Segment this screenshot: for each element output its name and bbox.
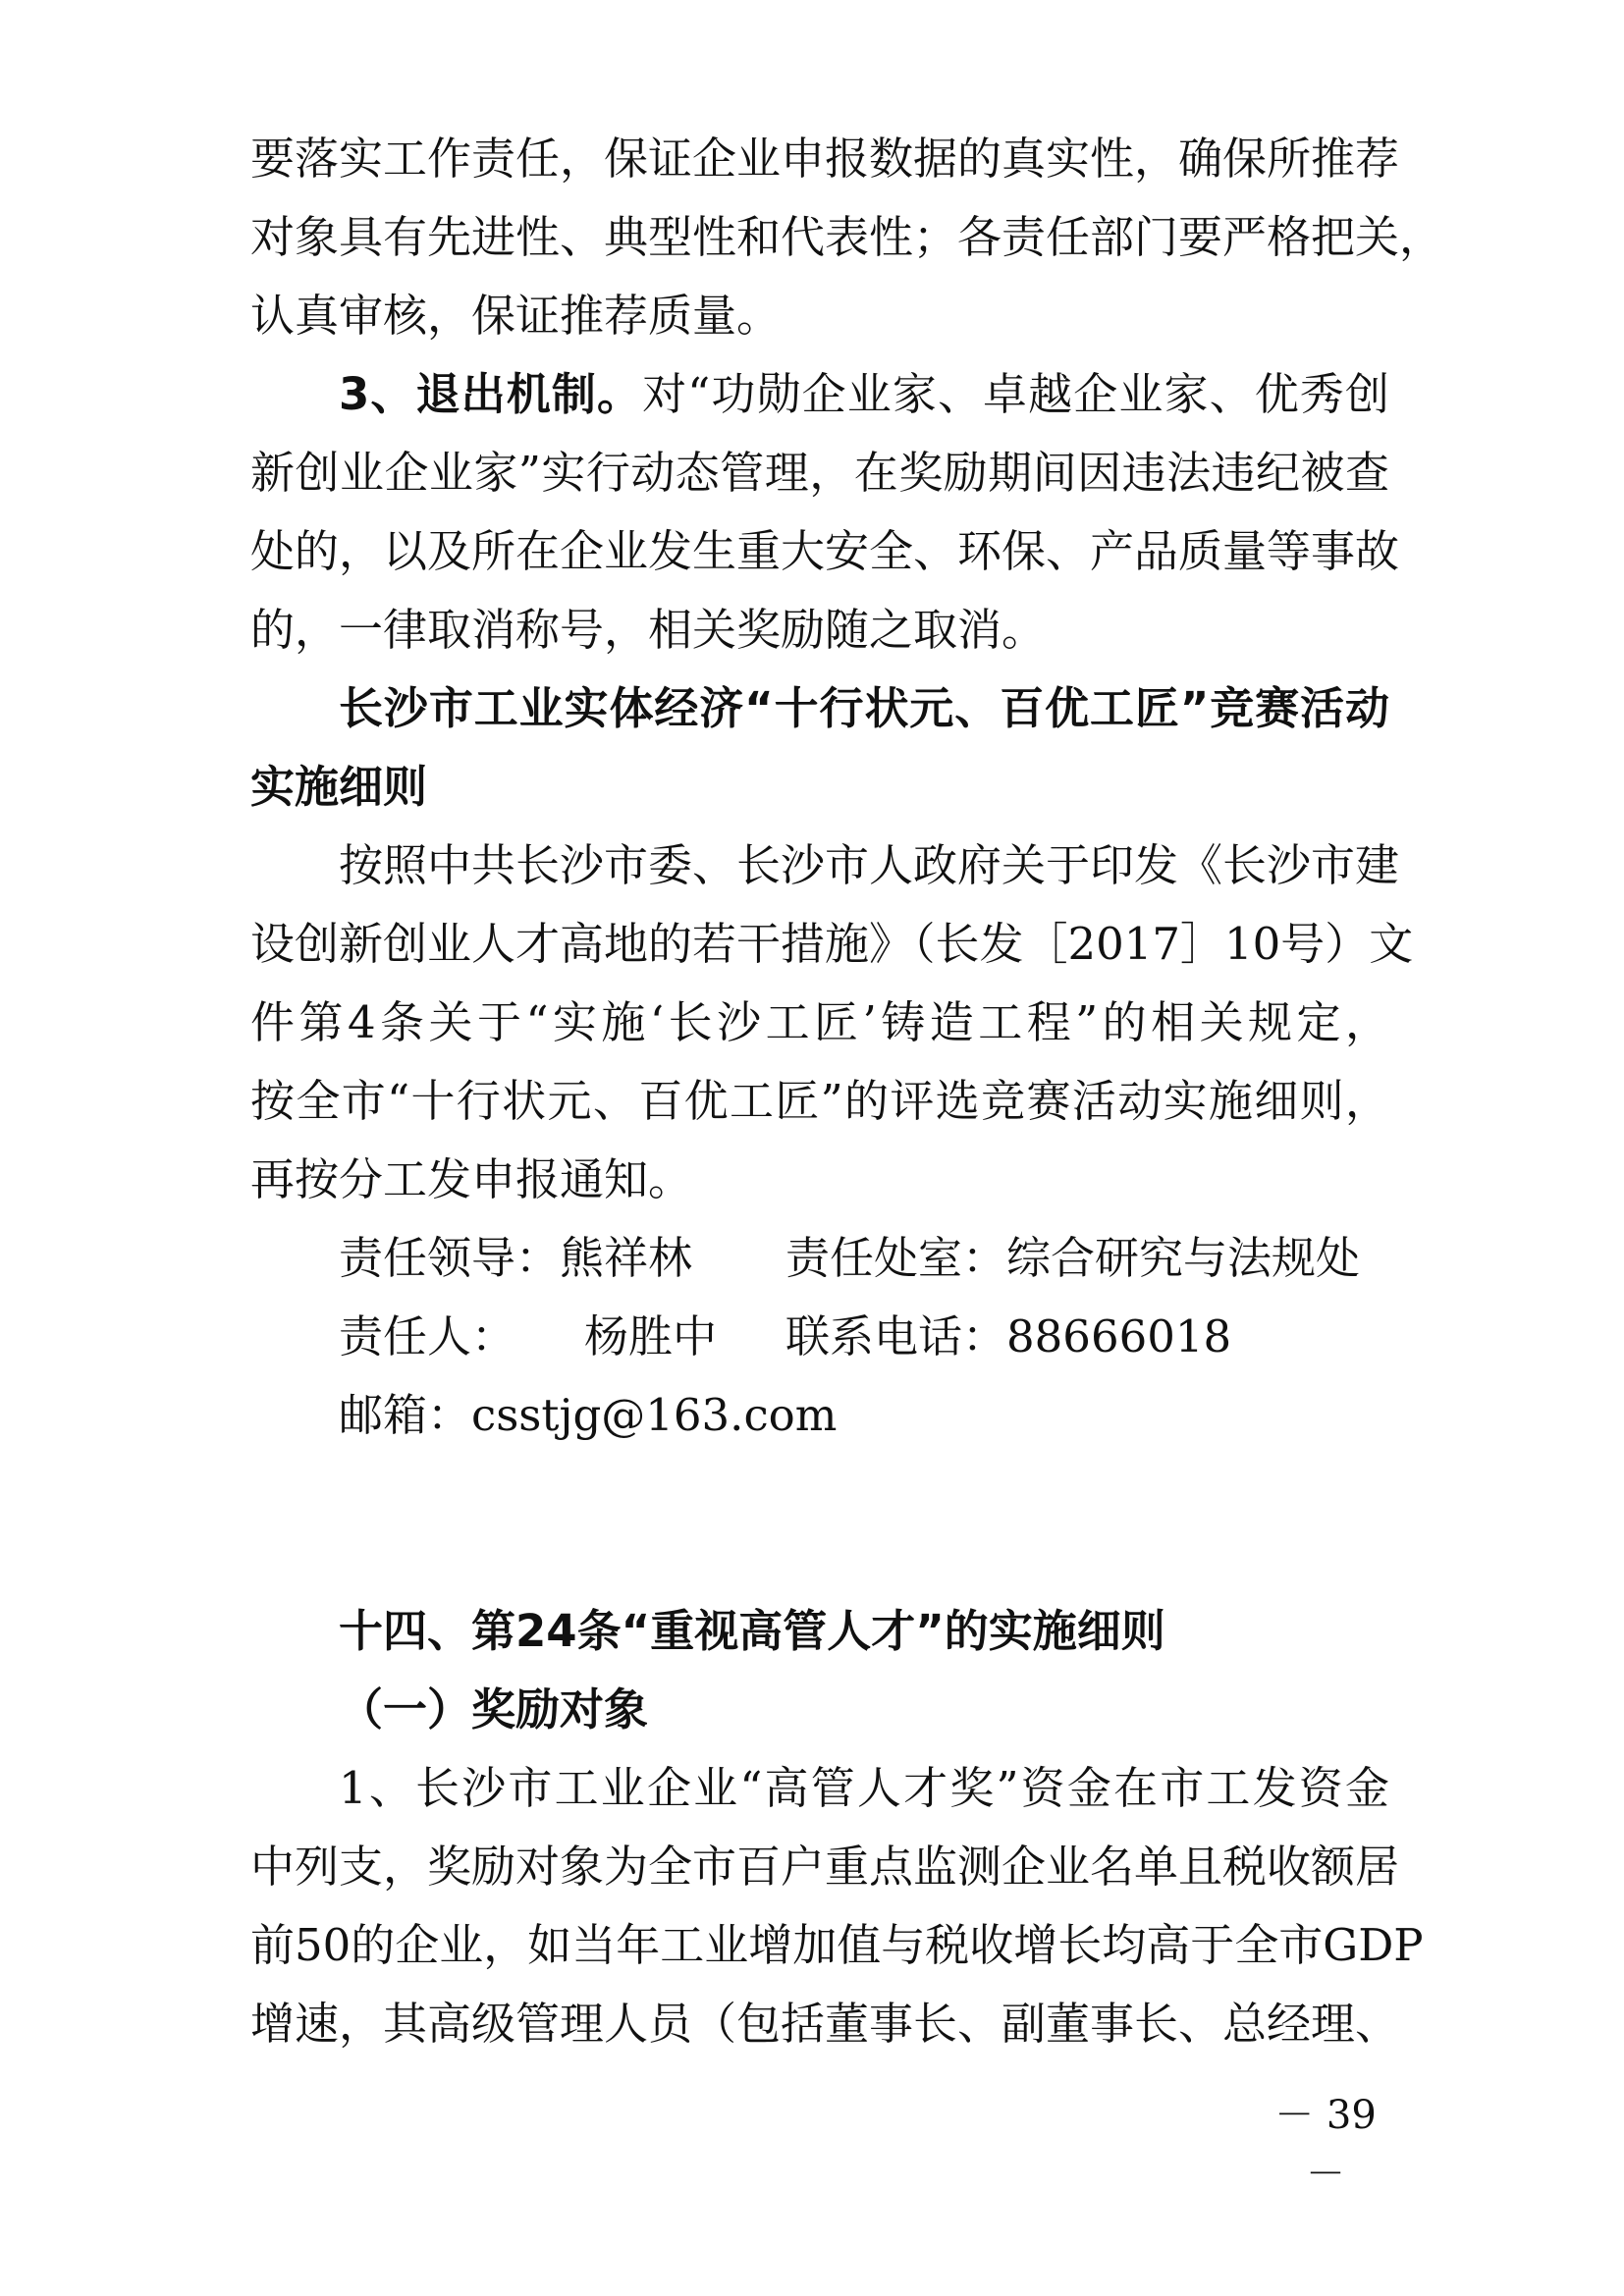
leader-name: 熊祥林 (560, 1232, 693, 1284)
exit-mechanism-heading: 3、退出机制。 (339, 368, 643, 420)
paragraph-line: 新创业企业家”实行动态管理，在奖励期间因违法违纪被查 (250, 447, 1389, 499)
paragraph-line: 再按分工发申报通知。 (250, 1153, 693, 1205)
email-address: csstjg@163.com (471, 1389, 838, 1441)
paragraph-line: 1、长沙市工业企业“高管人才奖”资金在市工发资金 (339, 1762, 1389, 1814)
paragraph-line: 设创新创业人才高地的若干措施》（长发［2017］10号）文 (250, 918, 1414, 970)
phone-number: 88666018 (1006, 1310, 1232, 1362)
phone-label: 联系电话： (785, 1310, 1007, 1362)
contact-email-line (339, 1376, 837, 1455)
person-name: 杨胜中 (584, 1310, 718, 1362)
paragraph-line: 的，一律取消称号，相关奖励随之取消。 (250, 604, 1047, 656)
paragraph-line: 中列支，奖励对象为全市百户重点监测企业名单且税收额居 (250, 1841, 1400, 1893)
paragraph-line: 前50的企业，如当年工业增加值与税收增长均高于全市GDP (250, 1919, 1424, 1971)
section-subtitle: （一）奖励对象 (339, 1683, 649, 1735)
paragraph-line: 对象具有先进性、典型性和代表性；各责任部门要严格把关， (250, 211, 1444, 263)
exit-mechanism-line (339, 355, 1389, 434)
paragraph-line: 件第4条关于“实施‘长沙工匠’铸造工程”的相关规定， (250, 996, 1389, 1048)
contact-leader-line (339, 1219, 1360, 1298)
paragraph-line: 认真审核，保证推荐质量。 (250, 290, 782, 342)
email-label: 邮箱： (339, 1389, 472, 1441)
paragraph-line: 按全市“十行状元、百优工匠”的评选竞赛活动实施细则， (250, 1075, 1389, 1127)
rules-title: 长沙市工业实体经济“十行状元、百优工匠”竞赛活动 (339, 682, 1389, 734)
rules-title: 实施细则 (250, 761, 428, 813)
contact-person-line (339, 1298, 1231, 1376)
paragraph-line: 要落实工作责任，保证企业申报数据的真实性，确保所推荐 (250, 133, 1400, 185)
paragraph-line: 处的，以及所在企业发生重大安全、环保、产品质量等事故 (250, 525, 1400, 577)
exit-mechanism-text: 对“功勋企业家、卓越企业家、优秀创 (642, 368, 1389, 420)
paragraph-line: 按照中共长沙市委、长沙市人政府关于印发《长沙市建 (339, 839, 1400, 891)
office-label: 责任处室： (785, 1232, 1007, 1284)
leader-label: 责任领导： (339, 1232, 561, 1284)
person-label: 责任人： (339, 1310, 516, 1362)
office-name: 综合研究与法规处 (1006, 1232, 1361, 1284)
paragraph-line: 增速，其高级管理人员（包括董事长、副董事长、总经理、 (250, 1998, 1400, 2050)
page-number: － 39 － (1274, 2093, 1377, 2197)
section-title: 十四、第24条“重视高管人才”的实施细则 (339, 1605, 1165, 1657)
